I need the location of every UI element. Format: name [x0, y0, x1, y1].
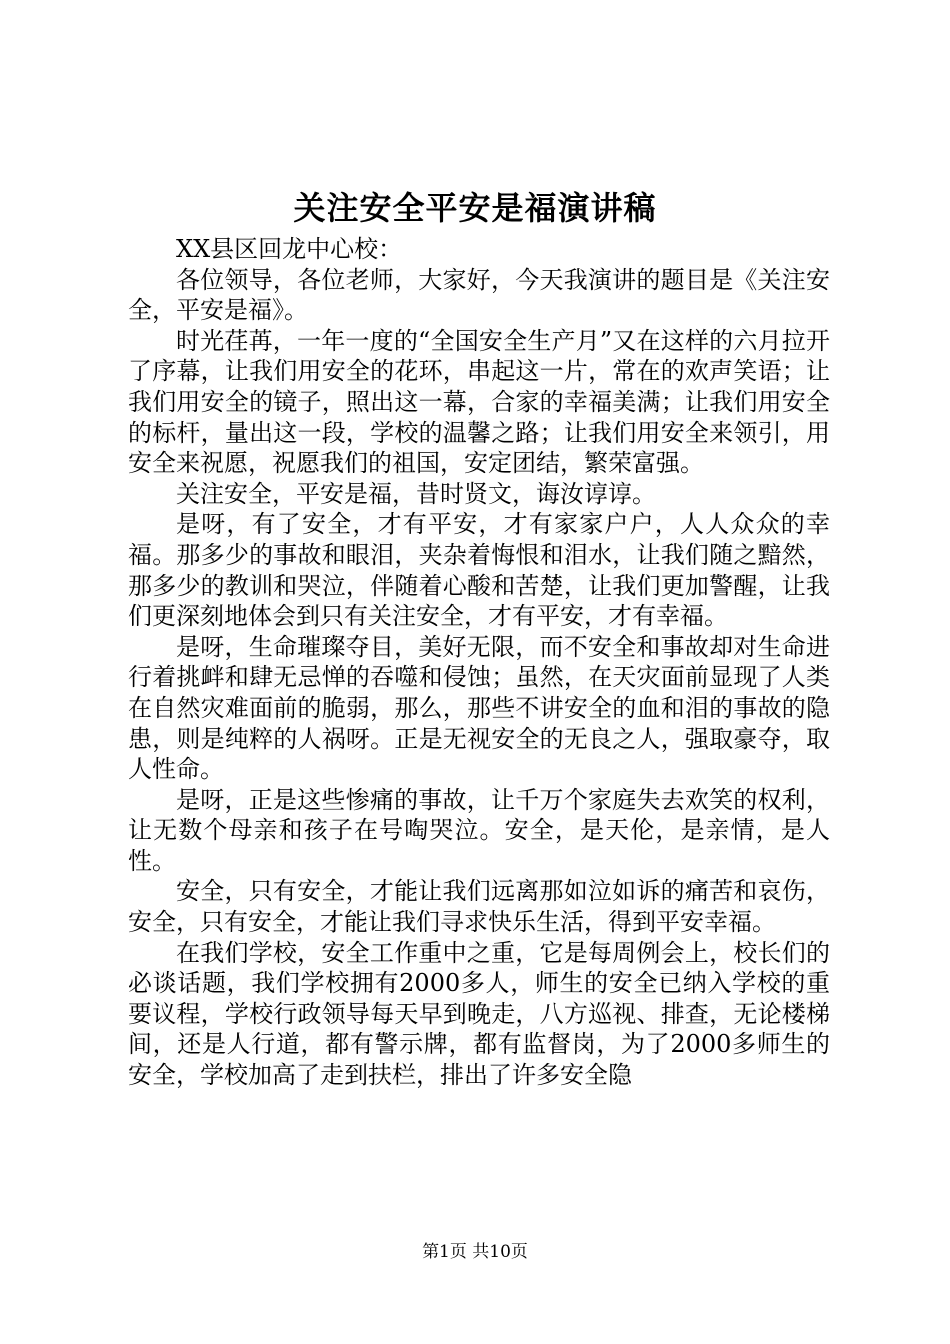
body-paragraph: 是呀，生命璀璨夺目，美好无限，而不安全和事故却对生命进行着挑衅和肆无忌惮的吞噬和侵蚀；虽然，在天灾面前显现了人类在自然灾难面前的脆弱，那么，那些不讲安全的血和泪的事故的隐患，则是纯粹的人祸呀。正是无视安全的无良之人，强取豪夺，取人性命。 [128, 632, 830, 784]
page-number-footer: 第1页 共10页 [422, 1242, 528, 1262]
body-paragraph: 关注安全，平安是福，昔时贤文，诲汝谆谆。 [176, 479, 656, 508]
body-paragraph: 是呀，正是这些惨痛的事故，让千万个家庭失去欢笑的权利，让无数个母亲和孩子在号啕哭泣。安全，是天伦，是亲情，是人性。 [128, 785, 830, 875]
body-paragraph: 时光荏苒，一年一度的“全国安全生产月”又在这样的六月拉开了序幕，让我们用安全的花环，串起这一片，常在的欢声笑语；让我们用安全的镜子，照出这一幕，合家的幸福美满；让我们用安全的标杆，量出这一段，学校的温馨之路；让我们用安全来领引，用安全来祝愿，祝愿我们的祖国，安定团结，繁荣富强。 [128, 326, 830, 478]
body-paragraph: 安全，只有安全，才能让我们远离那如泣如诉的痛苦和哀伤，安全，只有安全，才能让我们寻求快乐生活，得到平安幸福。 [128, 877, 830, 937]
document-title: 关注安全平安是福演讲稿 [293, 189, 657, 227]
body-paragraph: 各位领导，各位老师，大家好，今天我演讲的题目是《关注安全，平安是福》。 [128, 265, 830, 325]
body-paragraph: 是呀，有了安全，才有平安，才有家家户户，人人众众的幸福。那多少的事故和眼泪，夹杂着悔恨和泪水，让我们随之黯然，那多少的教训和哭泣，伴随着心酸和苦楚，让我们更加警醒，让我们更深刻地体会到只有关注安全，才有平安，才有幸福。 [128, 510, 830, 631]
salutation-paragraph: XX县区回龙中心校： [176, 235, 403, 263]
body-paragraph: 在我们学校，安全工作重中之重，它是每周例会上，校长们的必谈话题，我们学校拥有2000多人，师生的安全已纳入学校的重要议程，学校行政领导每天早到晚走，八方巡视、排查，无论楼梯间，还是人行道，都有警示牌，都有监督岗，为了2000多师生的安全，学校加高了走到扶栏，排出了许多安全隐 [128, 938, 830, 1090]
document-body [128, 234, 830, 1091]
